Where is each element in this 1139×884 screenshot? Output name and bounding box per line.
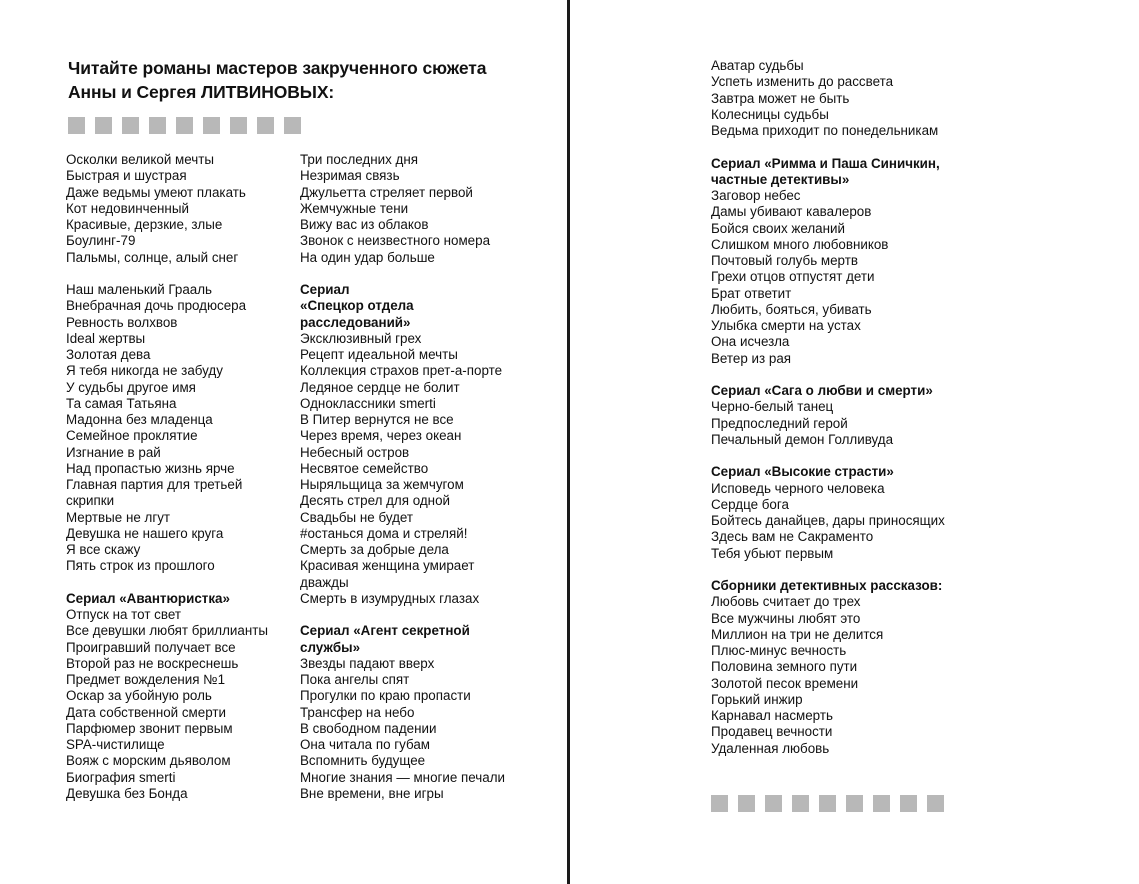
book-title: Парфюмер звонит первым xyxy=(66,720,233,736)
decorative-squares-top xyxy=(68,117,301,134)
book-title: Осколки великой мечты xyxy=(66,152,215,167)
series-heading: частные детективы» xyxy=(711,171,850,187)
book-title: Рецепт идеальной мечты xyxy=(300,347,458,362)
book-title: Внебрачная дочь продюсера xyxy=(66,298,247,314)
decor-square xyxy=(873,795,890,812)
left-page-column-2 xyxy=(300,152,505,802)
decor-square xyxy=(927,795,944,812)
book-title: Дата собственной смерти xyxy=(66,704,226,720)
book-title: Мертвые не лгут xyxy=(66,509,171,525)
book-title: Печальный демон Голливуда xyxy=(711,431,894,447)
book-title: Почтовый голубь мертв xyxy=(711,253,858,268)
decor-square xyxy=(176,117,193,134)
book-title: Ныряльщица за жемчугом xyxy=(300,477,464,492)
book-title: Улыбка смерти на устах xyxy=(711,318,861,333)
book-title: Завтра может не быть xyxy=(711,90,850,106)
book-title: На один удар больше xyxy=(300,249,435,265)
book-title: Здесь вам не Сакраменто xyxy=(711,529,874,545)
series-heading: «Спецкор отдела xyxy=(300,298,414,314)
book-title: Черно-белый танец xyxy=(711,399,834,415)
book-title: Исповедь черного человека xyxy=(711,480,885,496)
book-title: В свободном падении xyxy=(300,720,437,736)
spacer xyxy=(66,266,268,282)
book-title: Свадьбы не будет xyxy=(300,509,414,525)
book-title: Золотая дева xyxy=(66,347,151,362)
book-title: Аватар судьбы xyxy=(711,58,804,73)
book-title: Предпоследний герой xyxy=(711,415,848,431)
book-title: Пальмы, солнце, алый снег xyxy=(66,249,239,265)
series-heading: расследований» xyxy=(300,314,411,330)
book-title: Любить, бояться, убивать xyxy=(711,301,872,317)
book-title: Пять строк из прошлого xyxy=(66,558,215,574)
decorative-squares-bottom xyxy=(711,795,944,812)
book-title: Колесницы судьбы xyxy=(711,106,829,122)
book-title: Пока ангелы спят xyxy=(300,672,410,687)
book-title: Многие знания — многие печали xyxy=(300,769,506,785)
spacer xyxy=(300,266,505,282)
book-title: Золотой песок времени xyxy=(711,675,859,691)
decor-square xyxy=(711,795,728,812)
spacer xyxy=(711,139,945,155)
book-title: Успеть изменить до рассвета xyxy=(711,74,894,90)
book-title: Даже ведьмы умеют плакать xyxy=(66,184,246,200)
decor-square xyxy=(95,117,112,134)
book-title: Смерть в изумрудных глазах xyxy=(300,590,480,606)
spacer xyxy=(711,367,945,383)
book-title: Карнавал насмерть xyxy=(711,708,833,723)
book-title: Девушка не нашего круга xyxy=(66,525,224,541)
book-title: Предмет вожделения №1 xyxy=(66,672,226,687)
book-title: Изгнание в рай xyxy=(66,444,161,460)
book-title: Отпуск на тот свет xyxy=(66,607,181,622)
book-title: Биография smerti xyxy=(66,769,176,785)
book-title: Звезды падают вверх xyxy=(300,655,435,671)
book-title: Половина земного пути xyxy=(711,659,858,675)
book-title: Девушка без Бонда xyxy=(66,785,188,801)
book-title: Грехи отцов отпустят дети xyxy=(711,269,875,285)
book-title: Та самая Татьяна xyxy=(66,395,177,411)
book-title: Проигравший получает все xyxy=(66,639,236,655)
book-title: Красивая женщина умирает xyxy=(300,558,475,574)
series-heading: Сериал «Сага о любви и смерти» xyxy=(711,383,933,398)
spacer xyxy=(711,448,945,464)
book-title: Ведьма приходит по понедельникам xyxy=(711,123,939,138)
book-title: скрипки xyxy=(66,493,115,509)
decor-square xyxy=(257,117,274,134)
book-title: Все девушки любят бриллианты xyxy=(66,623,269,639)
book-title: Смерть за добрые дела xyxy=(300,542,449,557)
book-title: Боулинг-79 xyxy=(66,233,136,249)
page-gutter-divider xyxy=(567,0,570,884)
book-title: Мадонна без младенца xyxy=(66,412,213,427)
decor-square xyxy=(846,795,863,812)
book-title: Несвятое семейство xyxy=(300,460,429,476)
book-title: Незримая связь xyxy=(300,168,400,184)
book-title: Тебя убьют первым xyxy=(711,545,834,561)
book-title: Красивые, дерзкие, злые xyxy=(66,217,223,232)
book-title: Оскар за убойную роль xyxy=(66,688,212,704)
series-heading: службы» xyxy=(300,639,361,655)
book-title: Ветер из рая xyxy=(711,350,792,366)
book-title: Жемчужные тени xyxy=(300,200,409,216)
book-title: Она читала по губам xyxy=(300,737,431,752)
book-title: Миллион на три не делится xyxy=(711,626,884,642)
book-title: Трансфер на небо xyxy=(300,704,415,720)
book-title: Я тебя никогда не забуду xyxy=(66,363,223,379)
book-title: Одноклассники smerti xyxy=(300,395,436,411)
book-title: SPA-чистилище xyxy=(66,737,165,752)
book-title: Второй раз не воскреснешь xyxy=(66,655,239,671)
book-title: Вояж с морским дьяволом xyxy=(66,753,231,769)
book-title: Заговор небес xyxy=(711,188,801,203)
book-title: Я все скажу xyxy=(66,542,141,557)
book-title: Вспомнить будущее xyxy=(300,753,426,769)
book-title: Главная партия для третьей xyxy=(66,477,243,492)
series-heading: Сериал «Римма и Паша Синичкин, xyxy=(711,155,940,171)
book-title: Бойся своих желаний xyxy=(711,220,845,236)
decor-square xyxy=(765,795,782,812)
book-title: Дамы убивают кавалеров xyxy=(711,204,872,220)
book-title: Бойтесь данайцев, дары приносящих xyxy=(711,513,945,528)
book-title: Через время, через океан xyxy=(300,428,462,444)
decor-square xyxy=(792,795,809,812)
book-title: Над пропастью жизнь ярче xyxy=(66,460,235,476)
book-title: Плюс-минус вечность xyxy=(711,643,847,658)
book-title: Прогулки по краю пропасти xyxy=(300,688,471,704)
decor-square xyxy=(122,117,139,134)
decor-square xyxy=(819,795,836,812)
book-title: Ревность волхвов xyxy=(66,314,178,330)
book-title: Вне времени, вне игры xyxy=(300,785,444,801)
spacer xyxy=(711,562,945,578)
decor-square xyxy=(149,117,166,134)
left-page-column-1 xyxy=(66,152,268,802)
series-heading: Сериал «Агент секретной xyxy=(300,623,470,639)
book-title: Удаленная любовь xyxy=(711,740,830,756)
decor-square xyxy=(738,795,755,812)
decor-square xyxy=(68,117,85,134)
book-title: Семейное проклятие xyxy=(66,428,198,444)
book-title: Быстрая и шустрая xyxy=(66,168,187,184)
book-title: Кот недовинченный xyxy=(66,200,189,216)
book-title: Джульетта стреляет первой xyxy=(300,184,473,200)
decor-square xyxy=(230,117,247,134)
book-title: В Питер вернутся не все xyxy=(300,412,454,427)
decor-square xyxy=(203,117,220,134)
book-title: Небесный остров xyxy=(300,444,410,460)
decor-square xyxy=(284,117,301,134)
book-title: Брат ответит xyxy=(711,285,792,301)
book-title: #останься дома и стреляй! xyxy=(300,525,468,541)
spacer xyxy=(300,607,505,623)
book-title: Продавец вечности xyxy=(711,724,833,740)
book-title: Три последних дня xyxy=(300,152,418,167)
page-title xyxy=(68,56,548,104)
book-title: Сердце бога xyxy=(711,496,789,512)
spacer xyxy=(66,575,268,591)
collections-heading: Сборники детективных рассказов: xyxy=(711,578,943,593)
book-title: Все мужчины любят это xyxy=(711,610,861,626)
book-title: Она исчезла xyxy=(711,334,790,350)
book-title: Эксклюзивный грех xyxy=(300,330,422,346)
book-title: Горький инжир xyxy=(711,691,803,707)
book-title: Вижу вас из облаков xyxy=(300,217,429,232)
book-title: дважды xyxy=(300,574,349,590)
book-title: Слишком много любовников xyxy=(711,236,889,252)
book-title: Звонок с неизвестного номера xyxy=(300,233,491,249)
title-line-2: Анны и Сергея ЛИТВИНОВЫХ: xyxy=(68,82,335,102)
book-title: Ideal жертвы xyxy=(66,330,146,346)
book-title: У судьбы другое имя xyxy=(66,379,196,395)
series-heading: Сериал xyxy=(300,282,350,297)
book-title: Любовь считает до трех xyxy=(711,594,861,610)
decor-square xyxy=(900,795,917,812)
title-line-1: Читайте романы мастеров закрученного сюжета xyxy=(68,58,487,78)
book-title: Десять стрел для одной xyxy=(300,493,450,509)
book-title: Ледяное сердце не болит xyxy=(300,379,460,395)
book-title: Наш маленький Грааль xyxy=(66,282,213,297)
series-heading: Сериал «Высокие страсти» xyxy=(711,464,894,480)
right-page-column xyxy=(711,58,945,757)
series-heading: Сериал «Авантюристка» xyxy=(66,590,230,606)
book-title: Коллекция страхов прет-а-порте xyxy=(300,363,503,379)
